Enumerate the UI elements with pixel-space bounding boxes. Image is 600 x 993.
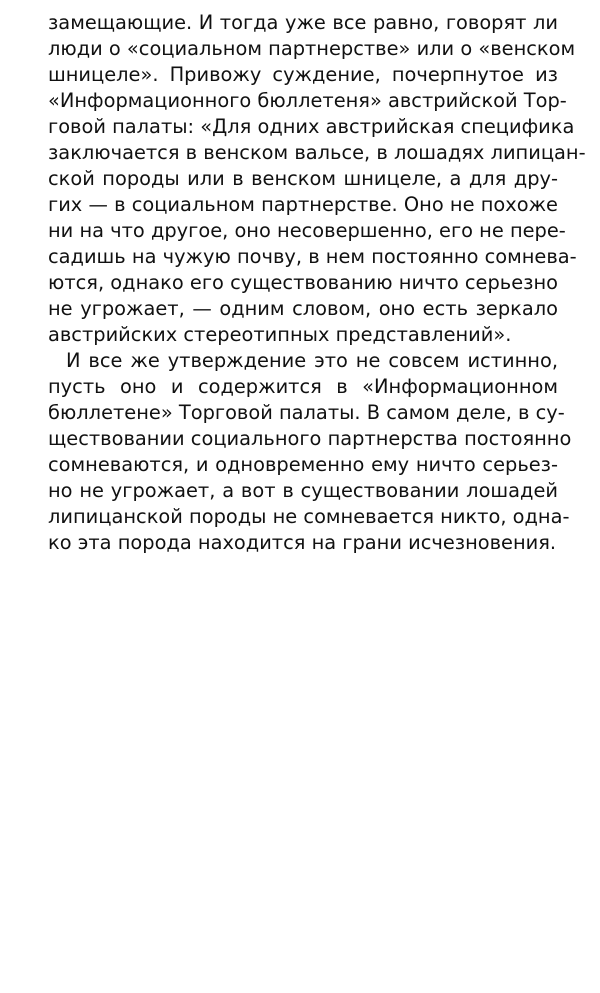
text-line: гих — в социальном партнерстве. Оно не похоже <box>48 193 558 216</box>
text-line: люди о «социальном партнерстве» или о «венском <box>48 37 576 60</box>
text-line: но не угрожает, а вот в существовании лошадей <box>48 479 558 502</box>
text-line: ской породы или в венском шницеле, а для дру- <box>48 167 558 190</box>
text-line: говой палаты: «Для одних австрийская специфика <box>48 115 575 138</box>
text-line: ни на что другое, оно несовершенно, его не пере- <box>48 219 566 242</box>
text-line: ко эта порода находится на грани исчезновения. <box>48 531 557 554</box>
text-line: заключается в венском вальсе, в лошадях липицан- <box>48 141 586 164</box>
text-line: садишь на чужую почву, в нем постоянно сомнева- <box>48 245 577 268</box>
text-page <box>48 10 586 556</box>
text-line: ются, однако его существованию ничто серьезно <box>48 271 558 294</box>
text-line: не угрожает, — одним словом, оно есть зеркало <box>48 297 558 320</box>
text-line: шницеле». Привожу суждение, почерпнутое из <box>48 63 558 86</box>
text-line: сомневаются, и одновременно ему ничто серьез- <box>48 453 558 476</box>
paragraph-2 <box>48 348 572 556</box>
text-line: пусть оно и содержится в «Информационном <box>48 375 558 398</box>
text-line: австрийских стереотипных представлений». <box>48 323 512 346</box>
text-line: липицанской породы не сомневается никто, одна- <box>48 505 570 528</box>
text-line: И все же утверждение это не совсем истинно, <box>66 349 558 372</box>
text-line: замещающие. И тогда уже все равно, говорят ли <box>48 11 558 34</box>
paragraph-1 <box>48 10 586 348</box>
text-line: бюллетене» Торговой палаты. В самом деле, в су- <box>48 401 565 424</box>
text-line: «Информационного бюллетеня» австрийской Тор- <box>48 89 567 112</box>
text-line: ществовании социального партнерства постоянно <box>48 427 572 450</box>
